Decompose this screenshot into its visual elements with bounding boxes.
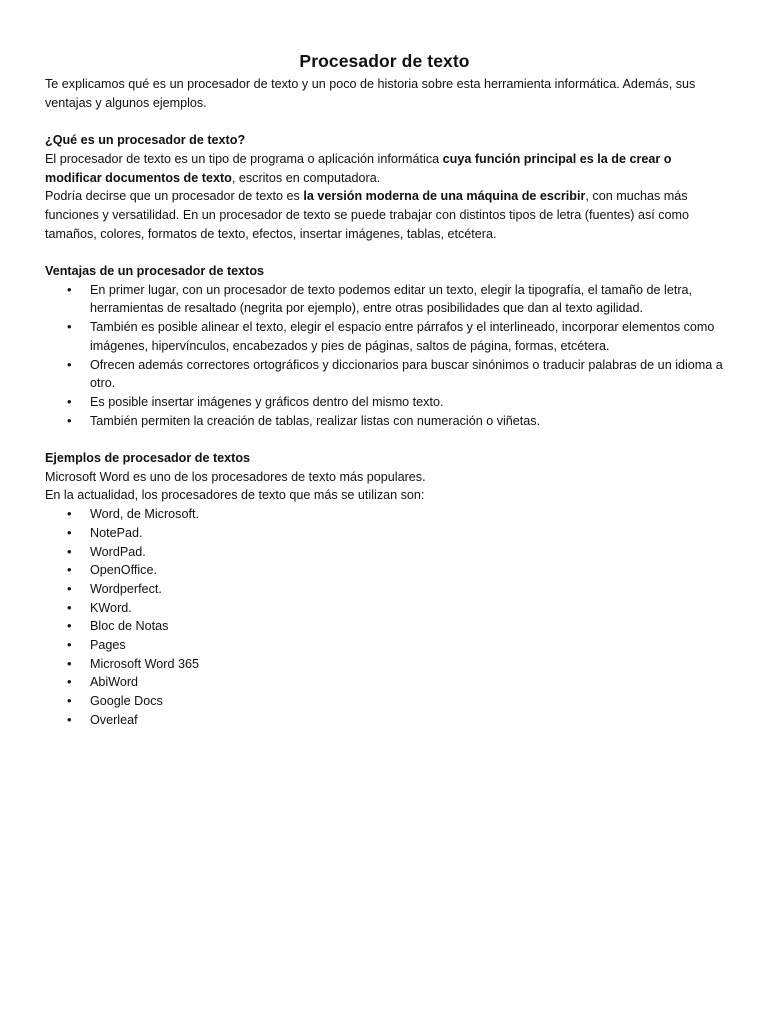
- comparison-bold-text: la versión moderna de una máquina de escribir: [303, 189, 586, 204]
- definition-paragraph: [45, 150, 724, 187]
- spacer: [45, 112, 724, 131]
- section-heading-what-is: ¿Qué es un procesador de texto?: [45, 133, 246, 148]
- list-item: • OpenOffice.: [45, 561, 724, 580]
- list-item: • KWord.: [45, 599, 724, 618]
- examples-paragraph-2: En la actualidad, los procesadores de texto que más se utilizan son:: [45, 488, 425, 503]
- list-item: • También permiten la creación de tablas, realizar listas con numeración o viñetas.: [45, 412, 724, 431]
- comparison-paragraph: [45, 187, 724, 243]
- comparison-text-start: Podría decirse que un procesador de texto es: [45, 189, 304, 204]
- list-item: • Google Docs: [45, 692, 724, 711]
- examples-paragraph-1: Microsoft Word es uno de los procesadores de texto más populares.: [45, 469, 426, 484]
- list-item: • Wordperfect.: [45, 580, 724, 599]
- section-heading-advantages: Ventajas de un procesador de textos: [45, 264, 265, 278]
- comparison-text-end: , con muchas más funciones y versatilidad. En un procesador de texto se puede trabajar con distintos tipos de letra (fuentes) así como tamaños, colores, formatos de texto, efectos, insertar imágenes, tablas, etcétera.: [45, 189, 690, 241]
- list-item: • AbiWord: [45, 673, 724, 692]
- list-item: • Ofrecen además correctores ortográficos y diccionarios para buscar sinónimos o traducir palabras de un idioma a otro.: [45, 356, 724, 393]
- list-item: • En primer lugar, con un procesador de texto podemos editar un texto, elegir la tipografía, el tamaño de letra, herramientas de resaltado (negrita por ejemplo), entre otras posibilidades que dan al texto agilidad.: [45, 281, 724, 318]
- list-item: • Pages: [45, 636, 724, 655]
- definition-text-end: , escritos en computadora.: [231, 170, 381, 185]
- intro-paragraph: Te explicamos qué es un procesador de texto y un poco de historia sobre esta herramienta informática. Además, sus ventajas y algunos ejemplos.: [45, 77, 696, 110]
- list-item: • También es posible alinear el texto, elegir el espacio entre párrafos y el interlineado, incorporar elementos como imágenes, hipervínculos, encabezados y pies de páginas, saltos de página, formas, etcétera.: [45, 318, 724, 355]
- definition-text-start: El procesador de texto es un tipo de programa o aplicación informática: [45, 151, 443, 166]
- list-item: • Bloc de Notas: [45, 617, 724, 636]
- list-item: • WordPad.: [45, 543, 724, 562]
- list-item: • NotePad.: [45, 524, 724, 543]
- advantages-list: [45, 281, 724, 431]
- spacer: [45, 243, 724, 262]
- list-item: • Es posible insertar imágenes y gráficos dentro del mismo texto.: [45, 393, 724, 412]
- list-item: • Word, de Microsoft.: [45, 505, 724, 524]
- document-title: Procesador de texto: [299, 51, 470, 71]
- section-heading-examples: Ejemplos de procesador de textos: [45, 451, 251, 466]
- list-item: • Microsoft Word 365: [45, 655, 724, 674]
- list-item: • Overleaf: [45, 711, 724, 730]
- examples-list: [45, 505, 724, 729]
- definition-bold-text: cuya función principal es la de crear o modificar documentos de texto: [45, 151, 672, 185]
- spacer: [45, 430, 724, 449]
